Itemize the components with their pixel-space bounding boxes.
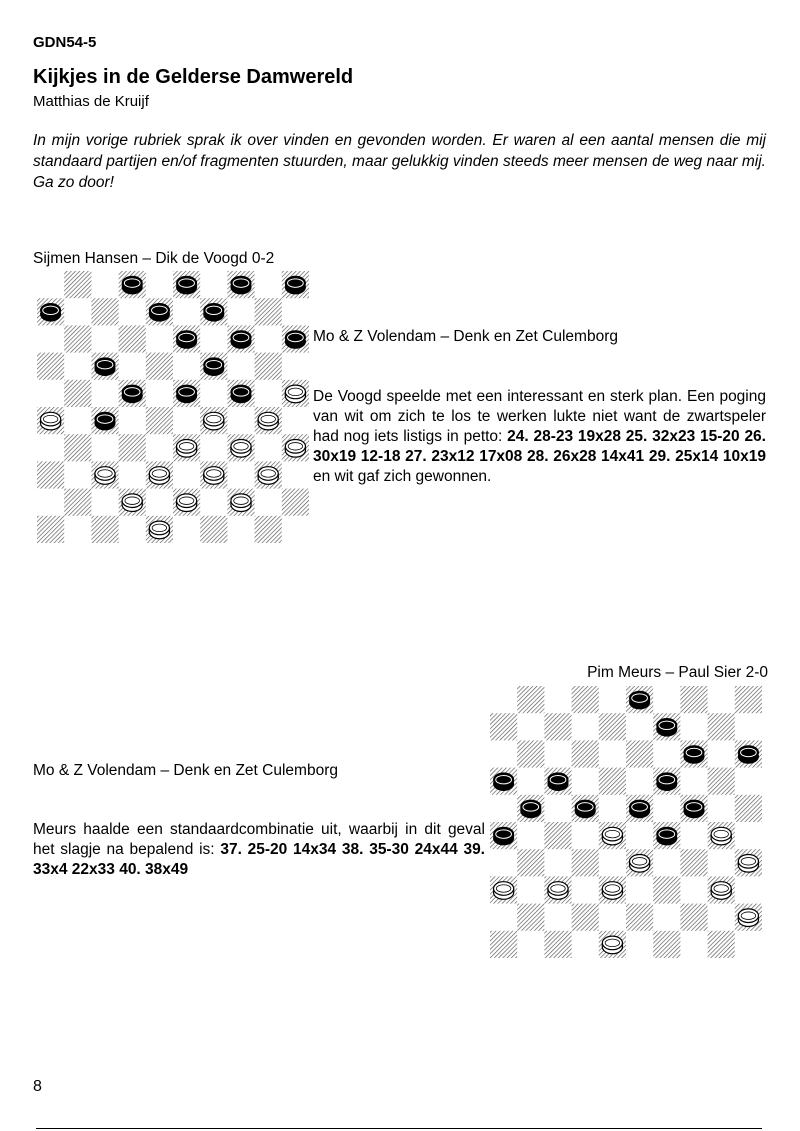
white-piece-25 <box>285 385 305 403</box>
page-number: 8 <box>33 1078 42 1095</box>
dark-square-21 <box>64 380 91 407</box>
dark-square-18 <box>146 353 173 380</box>
black-piece-4 <box>231 276 251 294</box>
dark-square-45 <box>282 489 309 516</box>
white-piece-37 <box>548 882 568 900</box>
dark-square-49 <box>200 516 227 543</box>
dark-square-6 <box>490 713 517 740</box>
white-piece-33 <box>177 440 197 458</box>
white-piece-35 <box>285 440 305 458</box>
black-piece-22 <box>575 800 595 818</box>
black-piece-27 <box>95 412 115 430</box>
dark-square-20 <box>255 353 282 380</box>
white-piece-40 <box>258 467 278 485</box>
white-piece-33 <box>630 855 650 873</box>
black-piece-9 <box>204 304 224 322</box>
dark-square-46 <box>490 931 517 958</box>
dark-square-27 <box>544 822 571 849</box>
dark-square-41 <box>517 904 544 931</box>
black-piece-17 <box>548 773 568 791</box>
dark-square-2 <box>572 686 599 713</box>
black-piece-19 <box>657 773 677 791</box>
game2-board <box>490 686 762 958</box>
dark-square-10 <box>708 713 735 740</box>
game1-text-start: De Voogd speelde met een interessant en sterk plan. Een poging van wit om zich te los te werken lukte niet want de zwartspeler had nog iets listigs in petto: <box>313 388 766 445</box>
black-piece-22 <box>122 385 142 403</box>
dark-square-43 <box>626 904 653 931</box>
black-piece-9 <box>657 719 677 737</box>
black-piece-19 <box>204 358 224 376</box>
game1-moves: 24. 28-23 19x28 25. 32x23 15-20 26. 30x19 12-18 27. 23x12 17x08 28. 26x28 14x41 29. 25x14 10x19 <box>313 428 766 465</box>
black-piece-6 <box>41 304 61 322</box>
dark-square-12 <box>572 740 599 767</box>
black-piece-23 <box>177 385 197 403</box>
dark-square-1 <box>517 686 544 713</box>
white-piece-35 <box>738 855 758 873</box>
dark-square-11 <box>64 325 91 352</box>
black-piece-23 <box>630 800 650 818</box>
draughts-board-svg <box>490 686 762 958</box>
white-piece-26 <box>41 412 61 430</box>
dark-square-32 <box>119 434 146 461</box>
black-piece-3 <box>177 276 197 294</box>
white-piece-28 <box>602 827 622 845</box>
dark-square-5 <box>735 686 762 713</box>
white-piece-40 <box>711 882 731 900</box>
game2-text-start: Meurs haalde een standaardcombinatie uit, waarbij in dit geval het slagje na bepalend is: <box>33 821 485 858</box>
white-piece-36 <box>494 882 514 900</box>
dark-square-36 <box>37 461 64 488</box>
black-piece-17 <box>95 358 115 376</box>
dark-square-11 <box>517 740 544 767</box>
dark-square-25 <box>735 795 762 822</box>
white-piece-42 <box>122 494 142 512</box>
article-author: Matthias de Kruijf <box>33 93 149 110</box>
game1-board <box>37 271 309 543</box>
dark-square-8 <box>599 713 626 740</box>
dark-square-47 <box>544 931 571 958</box>
white-piece-38 <box>602 882 622 900</box>
article-title: Kijkjes in de Gelderse Damwereld <box>33 66 354 88</box>
intro-paragraph: In mijn vorige rubriek sprak ik over vinden en gevonden worden. Er waren al een aantal mensen die mij standaard partijen en/of fragmenten stuurden, maar gelukkig vinden steeds meer mensen de weg naar mij. Ga zo door! <box>33 132 766 191</box>
black-piece-2 <box>122 276 142 294</box>
game2-moves: 37. 25-20 14x34 38. 35-30 24x44 39. 33x4 22x33 40. 38x49 <box>33 841 485 878</box>
dark-square-49 <box>653 931 680 958</box>
dark-square-28 <box>146 407 173 434</box>
dark-square-4 <box>680 686 707 713</box>
black-piece-5 <box>285 276 305 294</box>
document-code: GDN54-5 <box>33 34 97 51</box>
white-piece-48 <box>602 936 622 954</box>
dark-square-31 <box>64 434 91 461</box>
black-piece-24 <box>684 800 704 818</box>
dark-square-32 <box>572 849 599 876</box>
dark-square-50 <box>255 516 282 543</box>
dark-square-13 <box>626 740 653 767</box>
dark-square-50 <box>708 931 735 958</box>
white-piece-30 <box>258 412 278 430</box>
white-piece-37 <box>95 467 115 485</box>
black-piece-14 <box>684 746 704 764</box>
white-piece-45 <box>738 909 758 927</box>
game1-players: Sijmen Hansen – Dik de Voogd 0-2 <box>33 250 275 267</box>
black-piece-13 <box>177 331 197 349</box>
black-piece-16 <box>494 773 514 791</box>
white-piece-30 <box>711 827 731 845</box>
black-piece-24 <box>231 385 251 403</box>
dark-square-12 <box>119 325 146 352</box>
white-piece-43 <box>177 494 197 512</box>
white-piece-48 <box>149 521 169 539</box>
dark-square-34 <box>680 849 707 876</box>
white-piece-39 <box>204 467 224 485</box>
white-piece-44 <box>231 494 251 512</box>
dark-square-16 <box>37 353 64 380</box>
dark-square-7 <box>544 713 571 740</box>
dark-square-44 <box>680 904 707 931</box>
black-piece-3 <box>630 691 650 709</box>
dark-square-20 <box>708 768 735 795</box>
game1-match: Mo & Z Volendam – Denk en Zet Culemborg <box>313 328 618 345</box>
black-piece-29 <box>657 827 677 845</box>
white-piece-29 <box>204 412 224 430</box>
game2-match: Mo & Z Volendam – Denk en Zet Culemborg <box>33 762 338 779</box>
black-piece-26 <box>494 827 514 845</box>
dark-square-41 <box>64 489 91 516</box>
dark-square-1 <box>64 271 91 298</box>
dark-square-39 <box>653 876 680 903</box>
white-piece-34 <box>231 440 251 458</box>
black-piece-15 <box>285 331 305 349</box>
dark-square-31 <box>517 849 544 876</box>
footer-rule <box>36 1128 762 1129</box>
dark-square-18 <box>599 768 626 795</box>
game1-commentary <box>313 387 766 487</box>
dark-square-7 <box>91 298 118 325</box>
white-piece-38 <box>149 467 169 485</box>
dark-square-47 <box>91 516 118 543</box>
dark-square-46 <box>37 516 64 543</box>
game2-commentary <box>33 820 485 880</box>
game2-players: Pim Meurs – Paul Sier 2-0 <box>587 664 768 681</box>
dark-square-10 <box>255 298 282 325</box>
dark-square-42 <box>572 904 599 931</box>
black-piece-14 <box>231 331 251 349</box>
black-piece-8 <box>149 304 169 322</box>
draughts-board-svg <box>37 271 309 543</box>
black-piece-21 <box>521 800 541 818</box>
black-piece-15 <box>738 746 758 764</box>
game1-text-end: en wit gaf zich gewonnen. <box>313 468 492 485</box>
